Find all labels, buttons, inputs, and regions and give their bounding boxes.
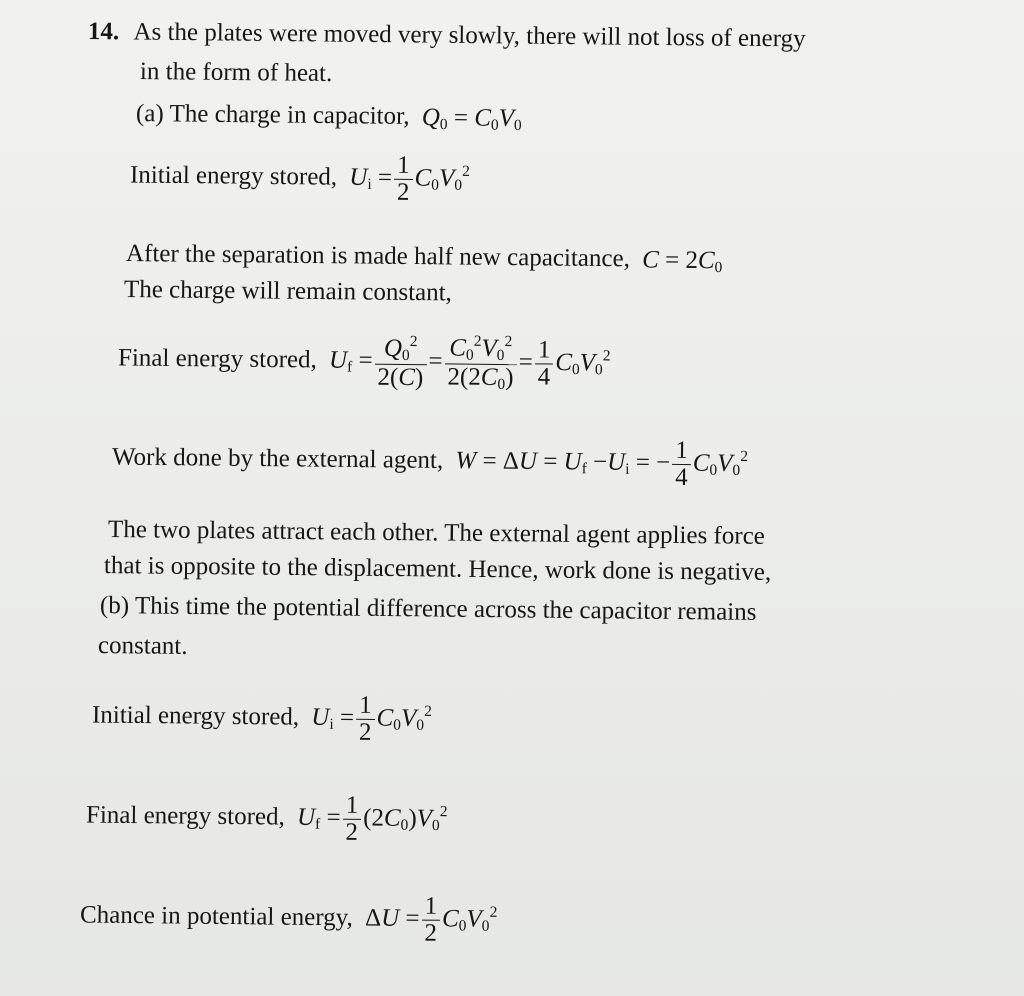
work-done-label: Work done by the external agent, [111, 443, 444, 474]
explanation-text-2: that is opposite to the displacement. Hence, work done is negative, [103, 552, 772, 586]
new-capacitance-equation: $C = 2C_0$ [642, 246, 723, 276]
final-energy-label-b: Final energy stored, [85, 801, 285, 831]
explanation-line-2 [104, 552, 771, 586]
charge-equation: $Q_0 = C_0V_0$ [421, 103, 522, 134]
question-number: 14. [87, 18, 120, 46]
change-energy-label: Chance in potential energy, [79, 901, 353, 932]
initial-energy-line-a [130, 150, 470, 207]
work-done-line [112, 432, 749, 492]
final-energy-line-a [118, 330, 611, 394]
final-energy-label-a: Final energy stored, [117, 344, 317, 374]
work-done-equation: $W = \Delta U = U_f -U_i$ = − $\frac{1}{4}$ $C_0V_0^2$ [455, 436, 749, 492]
final-energy-equation-a: $U_f$ = $\frac{Q_0^2}{2(C)}$ = $\frac{C_0^2V_0^2}{2(2C_0)}$ = $\frac{1}{4}$ $C_0V_0^2$ [328, 332, 611, 394]
intro-text-1: As the plates were moved very slowly, there will not loss of energy [133, 18, 806, 53]
question-intro-line-2 [140, 58, 333, 88]
initial-energy-line-b [92, 690, 432, 747]
part-b-text-2: constant. [97, 632, 188, 660]
question-intro-line-1 [88, 18, 806, 53]
part-b-line-1 [100, 592, 757, 626]
initial-energy-label-a: Initial energy stored, [129, 161, 338, 191]
explanation-text-1: The two plates attract each other. The external agent applies force [107, 516, 765, 550]
explanation-line-1 [108, 516, 765, 550]
separation-text: After the separation is made half new capacitance, [125, 240, 631, 273]
final-energy-equation-b: $U_f$ = $\frac{1}{2}$ $(2C_0)V_0^2$ [296, 791, 448, 847]
initial-energy-equation-a: $U_i$ = $\frac{1}{2}$ $C_0V_0^2$ [349, 151, 470, 207]
part-b-text-1: (b) This time the potential difference across the capacitor remains [99, 592, 757, 626]
change-energy-equation: ΔU = $\frac{1}{2}$ $C_0V_0^2$ [364, 892, 498, 947]
part-b-line-2 [98, 632, 188, 660]
part-a-charge-text: (a) The charge in capacitor, [135, 100, 410, 130]
charge-constant-line [124, 276, 452, 307]
separation-line [126, 240, 723, 276]
charge-constant-text: The charge will remain constant, [123, 276, 453, 307]
initial-energy-label-b: Initial energy stored, [91, 701, 300, 731]
initial-energy-equation-b: $U_i$ = $\frac{1}{2}$ $C_0V_0^2$ [311, 691, 432, 747]
part-a-charge-line [136, 100, 522, 134]
intro-text-2: in the form of heat. [139, 58, 333, 88]
final-energy-line-b [86, 790, 448, 847]
change-energy-line [80, 890, 498, 948]
